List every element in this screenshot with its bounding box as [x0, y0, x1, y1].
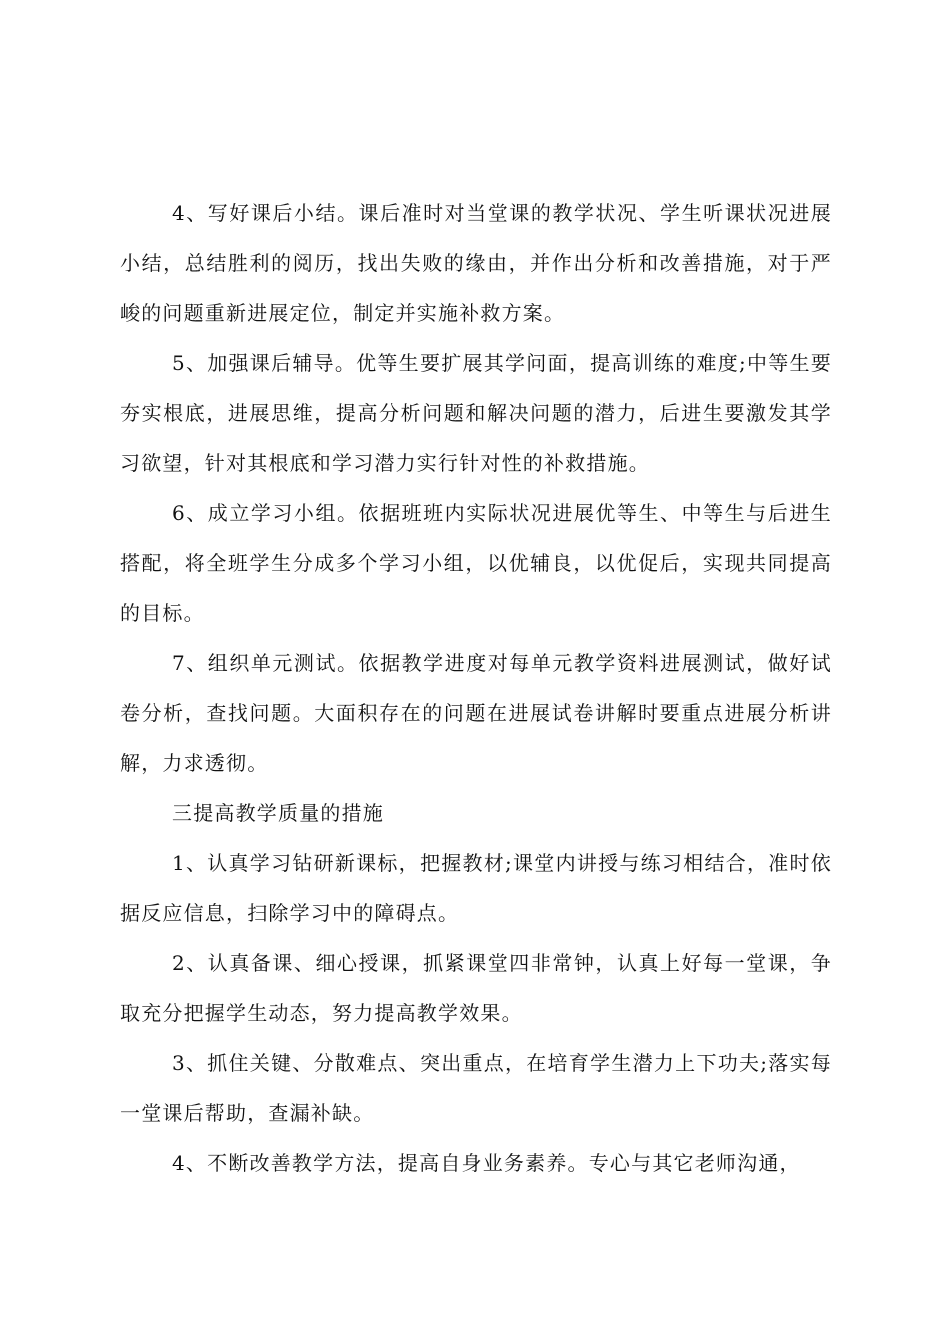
paragraph-unit-tests: 7、组织单元测试。依据教学进度对每单元教学资料进展测试，做好试卷分析，查找问题。大面积存在的问题在进展试卷讲解时要重点进展分析讲解，力求透彻。 — [120, 651, 832, 775]
section-heading-measures: 三提高教学质量的措施 — [172, 801, 384, 825]
paragraph-summary: 4、写好课后小结。课后准时对当堂课的教学状况、学生听课状况进展小结，总结胜利的阅历，找出失败的缘由，并作出分析和改善措施，对于严峻的问题重新进展定位，制定并实施补救方案。 — [120, 201, 832, 325]
paragraph-study-groups: 6、成立学习小组。依据班班内实际状况进展优等生、中等生与后进生搭配，将全班学生分成多个学习小组，以优辅良，以优促后，实现共同提高的目标。 — [120, 501, 832, 625]
paragraph-teaching-methods: 4、不断改善教学方法，提高自身业务素养。专心与其它老师沟通， — [172, 1151, 801, 1175]
paragraph-key-points: 3、抓住关键、分散难点、突出重点，在培育学生潜力上下功夫;落实每一堂课后帮助，查漏补缺。 — [120, 1051, 832, 1125]
document-body — [120, 188, 832, 1188]
paragraph-curriculum: 1、认真学习钻研新课标，把握教材;课堂内讲授与练习相结合，准时依据反应信息，扫除学习中的障碍点。 — [120, 851, 832, 925]
paragraph-tutoring: 5、加强课后辅导。优等生要扩展其学问面，提高训练的难度;中等生要夯实根底，进展思维，提高分析问题和解决问题的潜力，后进生要激发其学习欲望，针对其根底和学习潜力实行针对性的补救措施。 — [120, 351, 832, 475]
paragraph-lesson-prep: 2、认真备课、细心授课，抓紧课堂四非常钟，认真上好每一堂课，争取充分把握学生动态，努力提高教学效果。 — [120, 951, 832, 1025]
